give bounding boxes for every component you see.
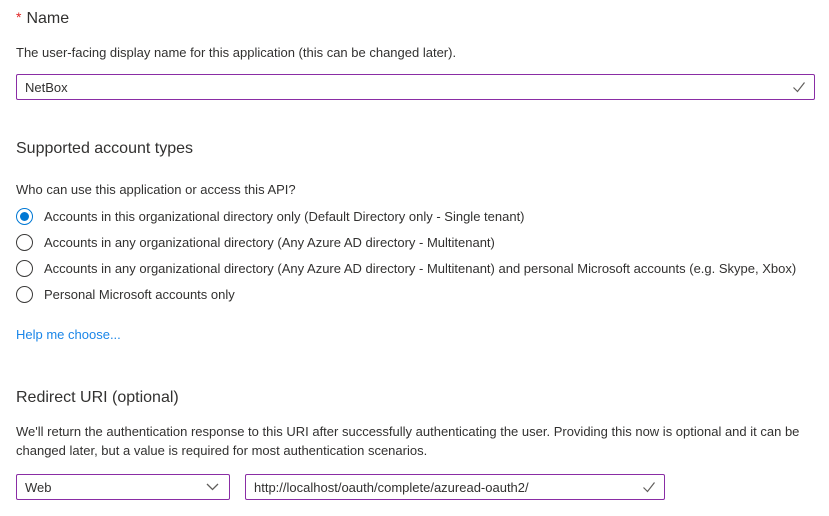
radio-option-single-tenant[interactable] [16, 203, 796, 229]
name-input[interactable] [16, 74, 815, 100]
name-section-heading [16, 10, 69, 28]
radio-button[interactable] [16, 286, 33, 303]
redirect-uri-input-wrap [245, 474, 665, 500]
name-input-wrap [16, 74, 815, 100]
name-description: The user-facing display name for this application (this can be changed later). [16, 45, 457, 60]
radio-button[interactable] [16, 208, 33, 225]
radio-button[interactable] [16, 234, 33, 251]
help-me-choose-link[interactable]: Help me choose... [16, 327, 121, 342]
radio-label: Accounts in this organizational directory only (Default Directory only - Single tenant) [44, 208, 525, 224]
redirect-uri-description: We'll return the authentication response to this URI after successfully authenticating the user. Providing this now is optional and it can be changed later, but a value is required for most authentication scenarios. [16, 424, 800, 458]
check-icon [792, 81, 806, 93]
required-marker: * [16, 9, 22, 25]
redirect-uri-input[interactable] [245, 474, 665, 500]
platform-select-value: Web [25, 479, 52, 495]
redirect-uri-heading: Redirect URI (optional) [16, 389, 179, 406]
radio-option-multitenant[interactable] [16, 229, 796, 255]
account-types-question: Who can use this application or access this API? [16, 182, 296, 197]
account-type-radio-group [16, 203, 796, 307]
name-label: Name [26, 10, 70, 27]
account-types-heading: Supported account types [16, 140, 194, 157]
radio-label: Personal Microsoft accounts only [44, 286, 235, 302]
radio-option-multitenant-personal[interactable] [16, 255, 796, 281]
radio-button[interactable] [16, 260, 33, 277]
platform-select[interactable] [16, 474, 230, 500]
check-icon [642, 481, 656, 493]
radio-label: Accounts in any organizational directory (Any Azure AD directory - Multitenant) [44, 234, 495, 250]
radio-label: Accounts in any organizational directory (Any Azure AD directory - Multitenant) and personal Microsoft accounts (e.g. Skype, Xbox) [44, 260, 797, 276]
chevron-down-icon [206, 483, 219, 491]
radio-option-personal-only[interactable] [16, 281, 796, 307]
